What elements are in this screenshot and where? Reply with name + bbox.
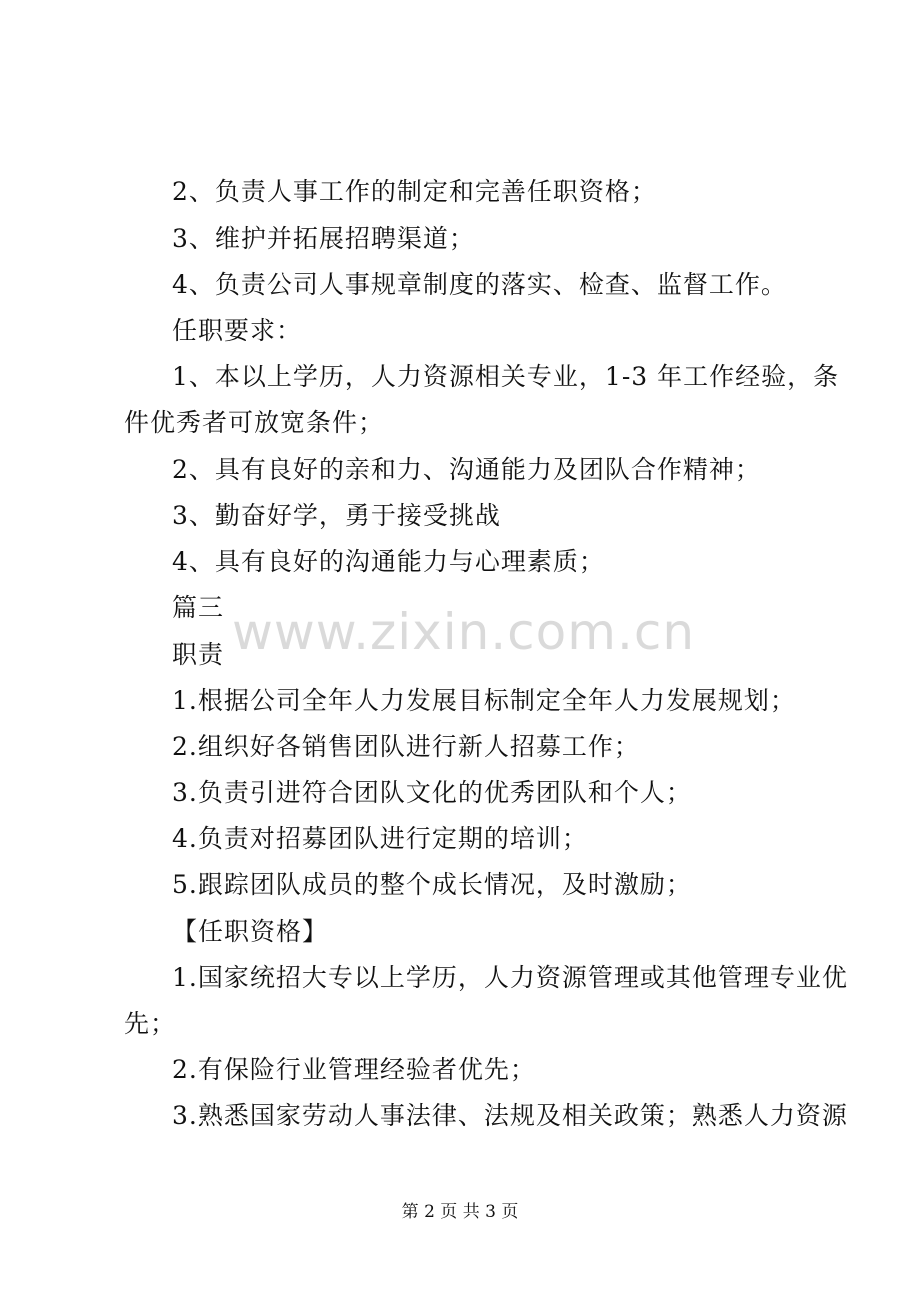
text-line: 先； <box>124 1009 177 1038</box>
text-line: 3.负责引进符合团队文化的优秀团队和个人； <box>172 778 692 807</box>
text-line: 2.有保险行业管理经验者优先； <box>172 1055 536 1084</box>
page-footer: 第 2 页 共 3 页 <box>401 1202 519 1222</box>
text-line: 5.跟踪团队成员的整个成长情况，及时激励； <box>172 870 692 899</box>
text-line: 3、维护并拓展招聘渠道； <box>172 224 475 253</box>
text-line: 4、具有良好的沟通能力与心理素质； <box>172 547 605 576</box>
text-line: 2、具有良好的亲和力、沟通能力及团队合作精神； <box>172 455 761 484</box>
section-heading: 职责 <box>172 640 225 669</box>
text-line: 件优秀者可放宽条件； <box>124 408 385 437</box>
text-line: 1、本以上学历，人力资源相关专业，1-3 年工作经验，条 <box>172 362 840 391</box>
text-line: 1.根据公司全年人力发展目标制定全年人力发展规划； <box>172 686 796 715</box>
text-line: 3、勤奋好学，勇于接受挑战 <box>172 501 501 530</box>
text-line: 1.国家统招大专以上学历，人力资源管理或其他管理专业优 <box>172 963 848 992</box>
section-heading: 【任职资格】 <box>172 917 329 946</box>
text-line: 4、负责公司人事规章制度的落实、检查、监督工作。 <box>172 270 787 299</box>
section-heading: 篇三 <box>172 593 225 622</box>
text-line: 2、负责人事工作的制定和完善任职资格； <box>172 177 657 206</box>
watermark: www.zixin.com.cn <box>232 603 696 661</box>
section-heading: 任职要求： <box>172 316 303 345</box>
text-line: 3.熟悉国家劳动人事法律、法规及相关政策；熟悉人力资源 <box>172 1101 848 1130</box>
text-line: 4.负责对招募团队进行定期的培训； <box>172 824 588 853</box>
text-line: 2.组织好各销售团队进行新人招募工作； <box>172 732 640 761</box>
